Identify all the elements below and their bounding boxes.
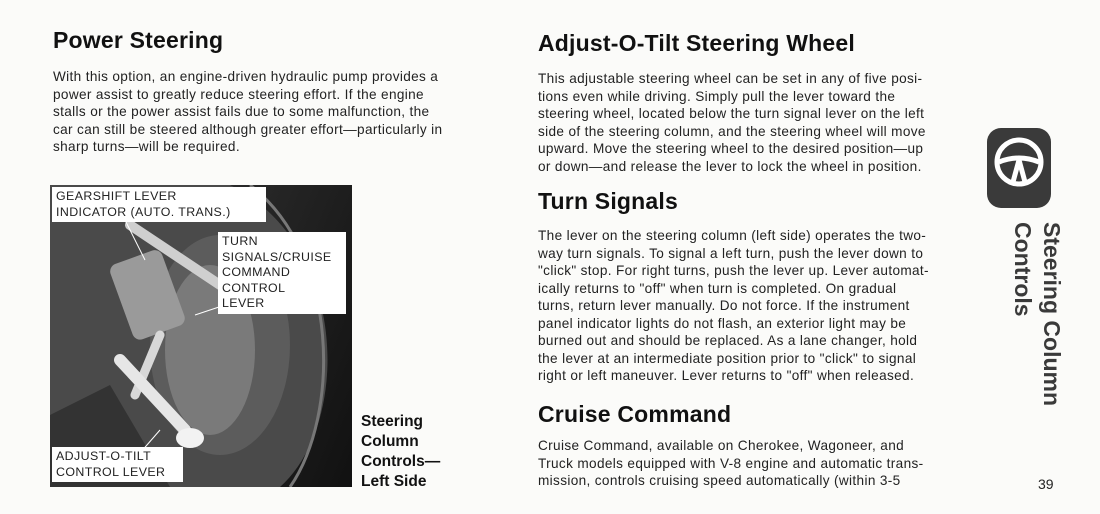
turn-signals-lever-label: TURN SIGNALS/CRUISE COMMAND CONTROL LEVER — [218, 232, 346, 314]
cruise-command-text: Cruise Command, available on Cherokee, Wagoneer, and Truck models equipped with V-8 engine and automatic trans- mission, controls cruising speed automatically (within 3-5 — [538, 438, 924, 488]
steering-column-photo — [50, 185, 352, 487]
gearshift-lever-label: GEARSHIFT LEVER INDICATOR (AUTO. TRANS.) — [52, 187, 266, 222]
page-number: 39 — [1038, 476, 1054, 492]
adjust-o-tilt-text: This adjustable steering wheel can be set in any of five posi- tions even while driving. Simply pull the lever toward the steering wheel, located below the turn signal lever on the left side of the steering column, and the steering wheel will move upward. Move the steering wheel to the desired position—up or down—and release the lever to lock the wheel in position. — [538, 71, 926, 174]
cruise-command-heading: Cruise Command — [538, 401, 732, 427]
figure-caption: Steering Column Controls— Left Side — [361, 413, 441, 490]
steering-wheel-icon — [987, 128, 1051, 208]
turn-signals-text: The lever on the steering column (left side) operates the two- way turn signals. To signal a left turn, push the lever down to "click" stop. For right turns, push the lever up. Lever automat- ically returns to "off" when turn is completed. On gradual turns, return lever manually. Do not force. If the instrument panel indicator lights do not flash, an exterior light may be burned out and should be replaced. As a lane changer, hold the lever at an intermediate position prior to "click" to signal right or left maneuver. Lever returns to "off" when released. — [538, 228, 929, 383]
adjust-o-tilt-heading: Adjust-O-Tilt Steering Wheel — [538, 30, 855, 56]
side-section-title: Steering Column Controls — [1010, 222, 1065, 407]
steering-column-illustration — [50, 185, 352, 487]
adjust-o-tilt-lever-label: ADJUST-O-TILT CONTROL LEVER — [52, 447, 183, 482]
power-steering-heading: Power Steering — [53, 27, 224, 53]
power-steering-text: With this option, an engine-driven hydraulic pump provides a power assist to greatly reduce steering effort. If the engine stalls or the power assist fails due to some malfunction, the car can still be steered although greater effort—particularly in sharp turns—will be required. — [53, 69, 443, 154]
turn-signals-heading: Turn Signals — [538, 188, 678, 214]
